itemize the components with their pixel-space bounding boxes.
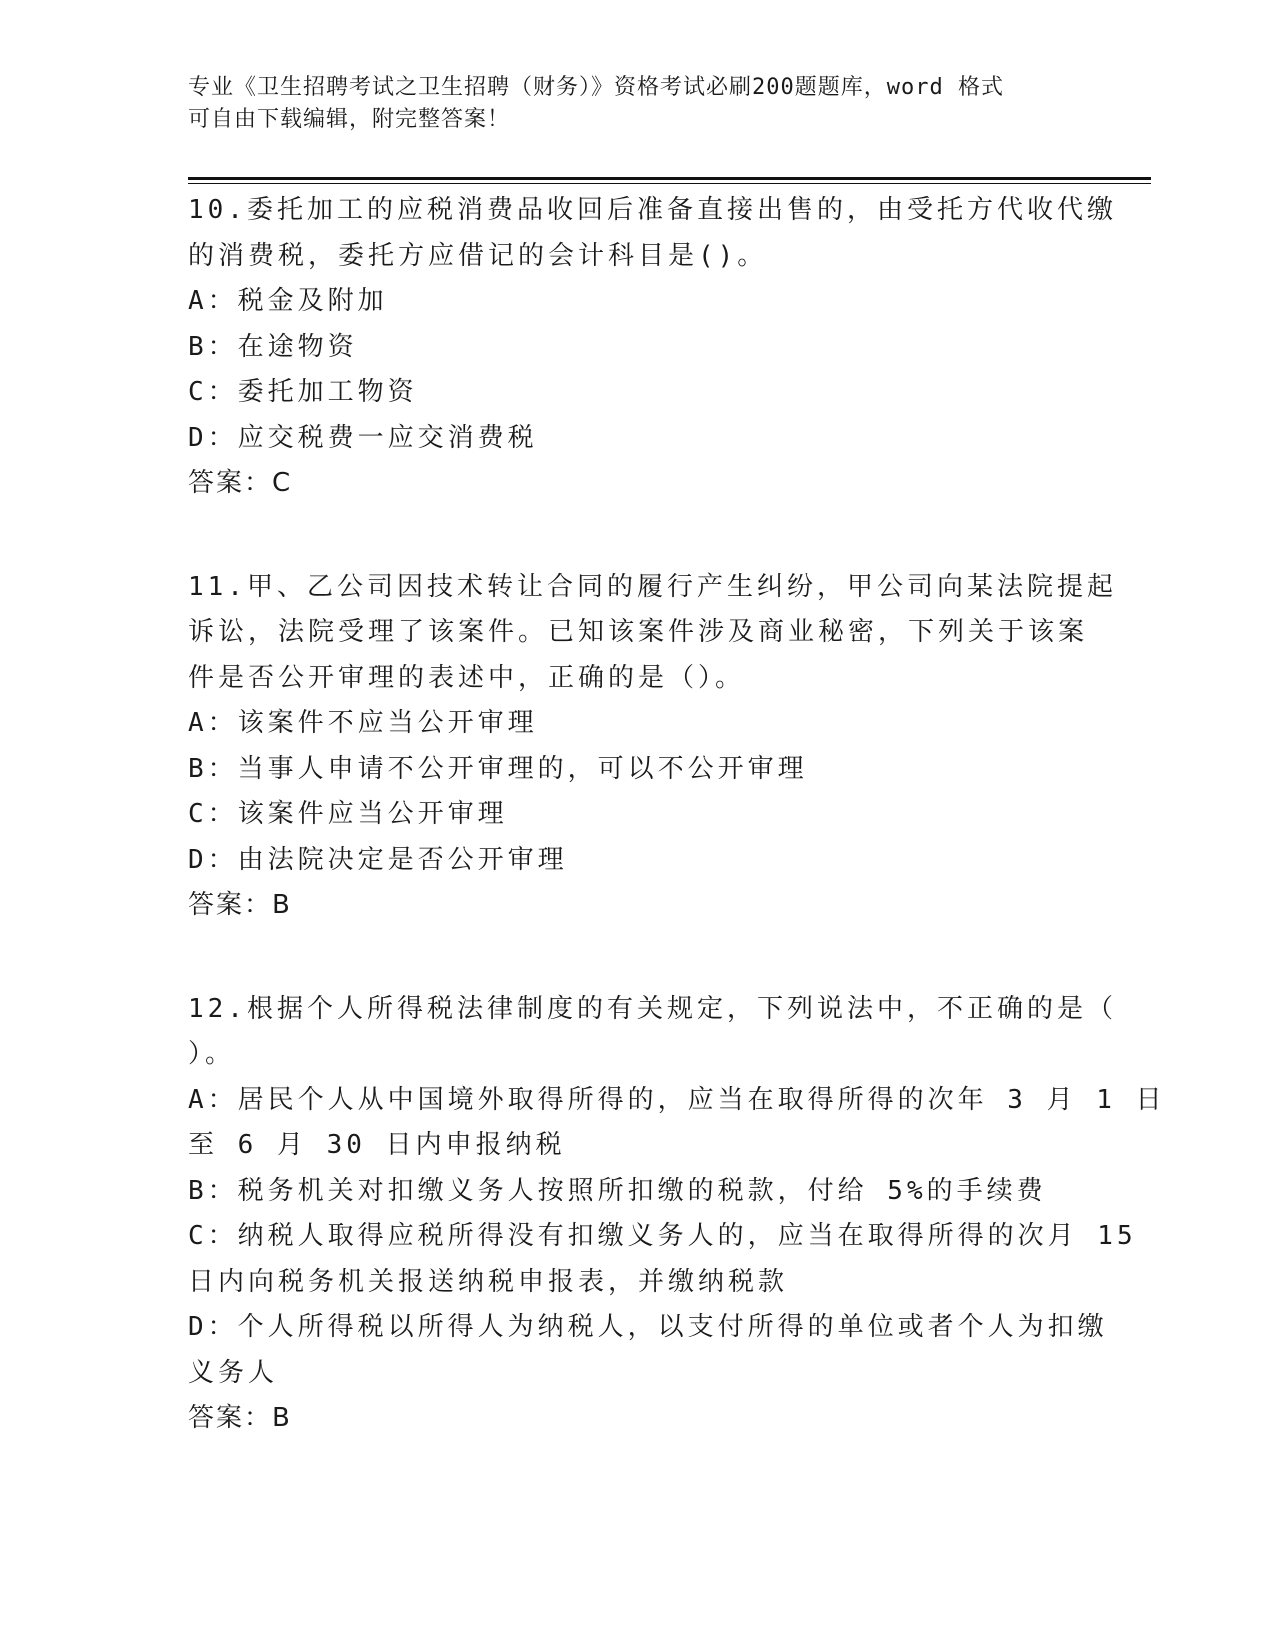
answer-line: 答案：B (188, 890, 292, 920)
question-stem-line: 10.委托加工的应税消费品收回后准备直接出售的，由受托方代收代缴 (188, 195, 1117, 225)
option-a: A：居民个人从中国境外取得所得的，应当在取得所得的次年 3 月 1 日 (188, 1084, 1166, 1115)
document-header (188, 72, 1088, 136)
option-c-continued: 日内向税务机关报送纳税申报表，并缴纳税款 (188, 1266, 789, 1297)
question-stem-line: 的消费税，委托方应借记的会计科目是()。 (188, 240, 768, 271)
header-divider-thin (188, 183, 1151, 184)
question-stem-line: 11.甲、乙公司因技术转让合同的履行产生纠纷，甲公司向某法院提起 (188, 571, 1117, 602)
option-d: D：由法院决定是否公开审理 (188, 844, 568, 875)
option-c: C：委托加工物资 (188, 377, 418, 407)
question-stem-line: 件是否公开审理的表述中，正确的是（）。 (188, 662, 746, 693)
question-12 (188, 987, 1166, 1442)
option-a-continued: 至 6 月 30 日内申报纳税 (188, 1130, 566, 1160)
option-d-continued: 义务人 (188, 1357, 279, 1388)
question-stem-line: ）。 (188, 1039, 236, 1069)
answer-line: 答案：C (188, 468, 293, 498)
option-c: C：该案件应当公开审理 (188, 799, 508, 829)
answer-line: 答案：B (188, 1403, 292, 1433)
option-b: B：在途物资 (188, 331, 358, 362)
question-11 (188, 565, 1117, 929)
option-c: C：纳税人取得应税所得没有扣缴义务人的，应当在取得所得的次月 15 (188, 1221, 1137, 1251)
option-d: D：应交税费一应交消费税 (188, 422, 538, 453)
header-line-1: 专业《卫生招聘考试之卫生招聘（财务）》资格考试必刷200题题库，word 格式 (188, 75, 1004, 100)
header-line-2: 可自由下载编辑，附完整答案！ (188, 107, 511, 132)
question-stem-line: 诉讼，法院受理了该案件。已知该案件涉及商业秘密，下列关于该案 (188, 617, 1089, 647)
question-10 (188, 188, 1117, 507)
option-a: A：该案件不应当公开审理 (188, 708, 538, 738)
header-divider-thick (188, 177, 1151, 180)
option-b: B：当事人申请不公开审理的，可以不公开审理 (188, 753, 808, 784)
question-list (188, 188, 1166, 1500)
option-a: A：税金及附加 (188, 286, 388, 316)
question-stem-line: 12.根据个人所得税法律制度的有关规定，下列说法中，不正确的是（ (188, 993, 1117, 1024)
option-d: D：个人所得税以所得人为纳税人，以支付所得的单位或者个人为扣缴 (188, 1312, 1108, 1342)
option-b: B：税务机关对扣缴义务人按照所扣缴的税款，付给 5%的手续费 (188, 1175, 1047, 1206)
